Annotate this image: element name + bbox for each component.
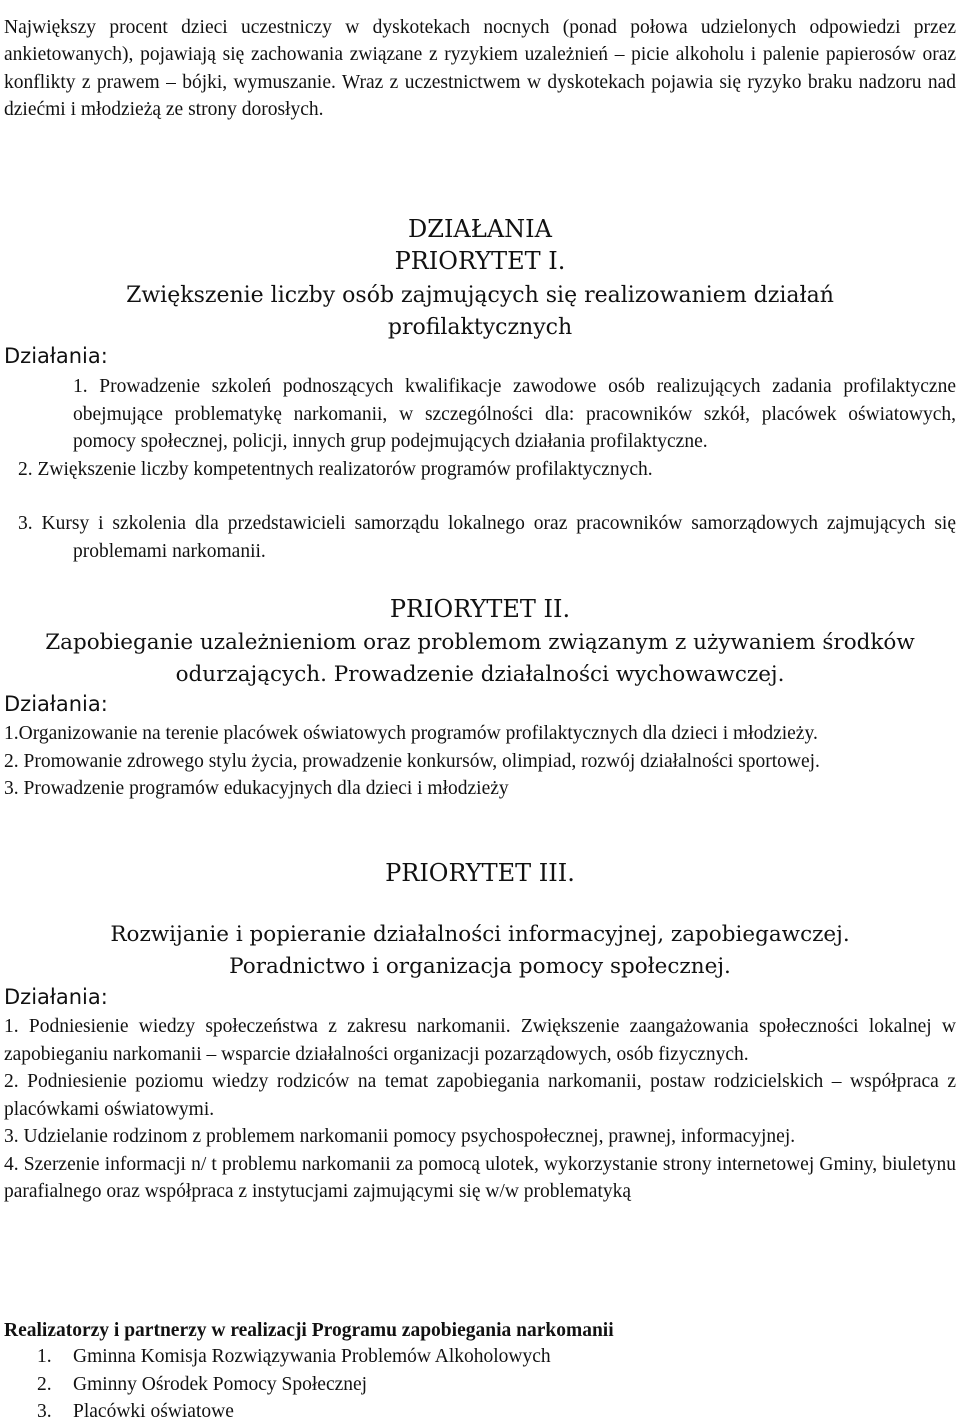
priority-1-actions-list [18,373,956,483]
partner-name: Gminna Komisja Rozwiązywania Problemów Alkoholowych [73,1346,551,1367]
partner-item [37,1371,551,1399]
priority-1-action-2: 2. Zwiększenie liczby kompetentnych realizatorów programów profilaktycznych. [18,458,653,480]
priority-3-action-4: 4. Szerzenie informacji n/ t problemu narkomanii za pomocą ulotek, wykorzystanie strony internetowej Gminy, biuletynu parafialnego oraz współpraca z instytucjami zajmującymi się w/w problematyką [4,1153,956,1202]
partner-number: 2. [37,1373,52,1395]
priority-2-action-1: 1.Organizowanie na terenie placówek oświatowych programów profilaktycznych dla dzieci i młodzieży. [4,723,818,744]
priority-3-subtitle: Rozwijanie i popieranie działalności informacyjnej, zapobiegawczej. Poradnictwo i organizacja pomocy społecznej. [110,922,850,979]
priority-2-title: PRIORYTET II. [389,595,571,623]
partner-number: 1. [37,1346,52,1367]
priority-2-action-3: 3. Prowadzenie programów edukacyjnych dla dzieci i młodzieży [4,778,509,799]
priority-3-actions-label: Działania: [4,985,108,1009]
partner-item [37,1343,551,1371]
priority-3-action-3: 3. Udzielanie rodzinom z problemem narkomanii pomocy psychospołecznej, prawnej, informacyjnej. [4,1126,796,1147]
partners-list [37,1343,551,1426]
priority-1-action-3-block [18,510,956,565]
priority-1-subtitle: Zwiększenie liczby osób zajmujących się realizowaniem działań profilaktycznych [126,283,834,340]
partner-name: Gminny Ośrodek Pomocy Społecznej [73,1373,368,1395]
priority-1-action-1: 1. Prowadzenie szkoleń podnoszących kwalifikacje zawodowe osób realizujących zadania profilaktyczne obejmujące problematykę narkomanii, w szczególności dla: pracowników szkół, placówek oświatowych, pomocy społecznej, policji, innych grup podejmujących działania profilaktyczne. [73,376,956,452]
priority-3-action-1: 1. Podniesienie wiedzy społeczeństwa z zakresu narkomanii. Zwiększenie zaangażowania społeczności lokalnej w zapobieganiu narkomanii – wsparcie działalności organizacji pozarządowych, osób fizycznych. [4,1016,956,1065]
section-title: DZIAŁANIA [408,215,552,243]
priority-2-subtitle: Zapobieganie uzależnieniom oraz problemom związanym z używaniem środków odurzających. Prowadzenie działalności wychowawczej. [45,630,915,687]
priority-2-actions-label: Działania: [4,692,108,716]
intro-paragraph: Największy procent dzieci uczestniczy w dyskotekach nocnych (ponad połowa udzielonych odpowiedzi przez ankietowanych), pojawiają się zachowania związane z ryzykiem uzależnień – picie alkoholu i palenie papierosów oraz konflikty z prawem – bójki, wymuszanie. Wraz z uczestnictwem w dyskotekach pojawia się ryzyko braku nadzoru nad dziećmi i młodzieżą ze strony dorosłych. [4,16,956,120]
priority-2-actions-list [4,720,956,803]
priority-3-actions-list [4,1013,956,1206]
partner-number: 3. [37,1401,52,1422]
priority-1-actions-label: Działania: [4,344,108,368]
priority-2-action-2: 2. Promowanie zdrowego stylu życia, prowadzenie konkursów, olimpiad, rozwój działalności sportowej. [4,750,820,772]
priority-1-action-3: 3. Kursy i szkolenia dla przedstawicieli samorządu lokalnego oraz pracowników samorządowych zajmujących się problemami narkomanii. [18,513,956,562]
priority-3-title: PRIORYTET III. [385,859,575,887]
priority-1-title: PRIORYTET I. [394,247,566,275]
partners-heading: Realizatorzy i partnerzy w realizacji Programu zapobiegania narkomanii [4,1320,614,1341]
partner-name: Placówki oświatowe [73,1401,234,1422]
partner-item [37,1398,551,1426]
priority-3-action-2: 2. Podniesienie poziomu wiedzy rodziców na temat zapobiegania narkomanii, postaw rodzicielskich – współpraca z placówkami oświatowymi. [4,1071,956,1120]
